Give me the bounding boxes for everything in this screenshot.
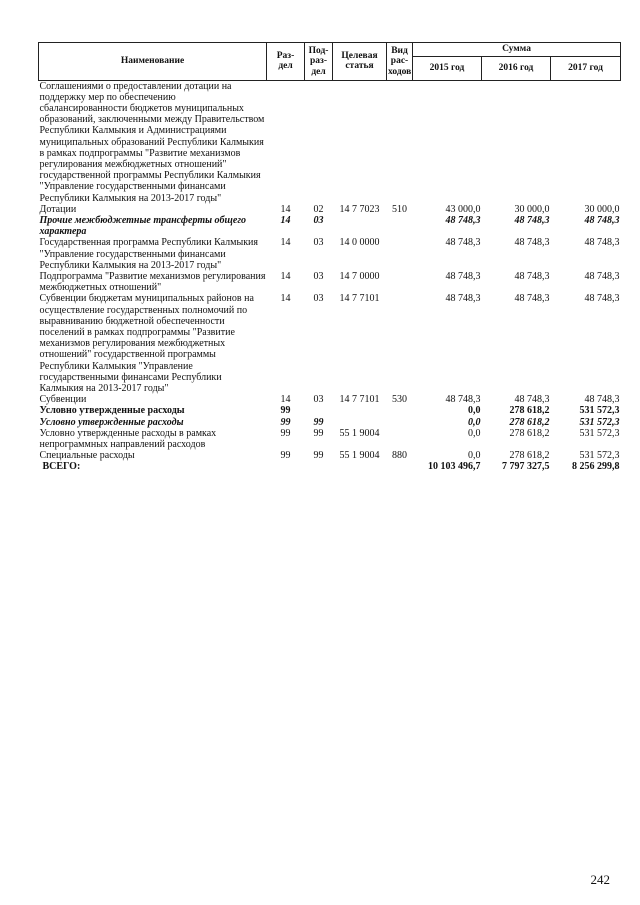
cell-vid-raskhodov: 510 — [392, 203, 407, 215]
cell-tselevaya-statya: 14 7 7101 — [339, 293, 380, 305]
cell-sum-2016: 278 618,2 — [509, 450, 550, 462]
cell-sum-2016: 48 748,3 — [514, 237, 550, 249]
cell-name: Дотации — [39, 203, 77, 215]
cell-tselevaya-statya: 14 7 0000 — [339, 270, 380, 282]
cell-razdel — [267, 80, 305, 204]
cell-sum-2017: 48 748,3 — [584, 237, 620, 249]
cell-tselevaya-statya — [333, 461, 387, 472]
header-tselevaya-statya: Целевая статья — [333, 43, 387, 81]
page-number: 242 — [590, 872, 610, 887]
cell-sum-2015: 48 748,3 — [445, 237, 481, 249]
table-header — [39, 43, 621, 81]
cell-sum-2016: 48 748,3 — [514, 270, 550, 282]
cell-sum-2017: 48 748,3 — [584, 214, 620, 226]
table-row — [39, 428, 621, 450]
cell-name: Субвенции — [39, 394, 87, 406]
cell-vid-raskhodov — [387, 461, 413, 472]
cell-podrazdel: 99 — [313, 427, 324, 439]
cell-vid-raskhodov — [387, 405, 413, 416]
cell-podrazdel — [305, 461, 333, 472]
cell-tselevaya-statya — [333, 215, 387, 237]
cell-sum-2017: 531 572,3 — [579, 427, 620, 439]
cell-tselevaya-statya — [333, 80, 387, 204]
table-row — [39, 215, 621, 237]
cell-vid-raskhodov — [387, 237, 413, 271]
cell-podrazdel: 99 — [313, 450, 324, 462]
cell-sum-2015: 0,0 — [468, 450, 481, 462]
cell-razdel: 14 — [280, 203, 291, 215]
cell-vid-raskhodov — [387, 215, 413, 237]
cell-name: ВСЕГО: — [42, 461, 81, 473]
cell-razdel: 99 — [280, 416, 291, 428]
cell-podrazdel — [305, 80, 333, 204]
cell-name: Специальные расходы — [39, 450, 135, 462]
cell-sum-2015: 0,0 — [468, 416, 481, 428]
cell-razdel — [267, 461, 305, 472]
cell-sum-2017: 531 572,3 — [579, 416, 620, 428]
cell-sum-2017: 30 000,0 — [584, 203, 620, 215]
cell-vid-raskhodov — [387, 428, 413, 450]
cell-razdel: 14 — [280, 394, 291, 406]
table-row — [39, 394, 621, 405]
cell-sum-2016 — [482, 80, 551, 204]
table-row — [39, 450, 621, 461]
cell-tselevaya-statya: 14 7 7101 — [339, 394, 380, 406]
table-row — [39, 461, 621, 472]
cell-vid-raskhodov — [387, 80, 413, 204]
cell-vid-raskhodov — [387, 293, 413, 394]
cell-podrazdel: 02 — [313, 203, 324, 215]
cell-razdel: 14 — [280, 270, 291, 282]
cell-sum-2015: 48 748,3 — [445, 270, 481, 282]
cell-vid-raskhodov — [387, 417, 413, 428]
cell-sum-2015: 48 748,3 — [445, 214, 481, 226]
cell-sum-2016: 278 618,2 — [509, 416, 550, 428]
cell-name: Условно утвержденные расходы — [39, 416, 184, 428]
cell-tselevaya-statya — [333, 405, 387, 416]
cell-tselevaya-statya: 14 7 7023 — [339, 203, 380, 215]
header-year-2016: 2016 год — [482, 56, 551, 80]
cell-razdel: 99 — [280, 427, 291, 439]
header-podrazdel: Под- раз- дел — [305, 43, 333, 81]
cell-tselevaya-statya: 55 1 9004 — [339, 427, 380, 439]
cell-tselevaya-statya — [333, 417, 387, 428]
header-razdel: Раз- дел — [267, 43, 305, 81]
cell-sum-2016: 48 748,3 — [514, 394, 550, 406]
cell-sum-2017: 48 748,3 — [584, 293, 620, 305]
cell-sum-2016: 48 748,3 — [514, 293, 550, 305]
cell-name: Прочие межбюджетные трансферты общего характера — [39, 214, 247, 238]
cell-podrazdel: 03 — [313, 214, 324, 226]
cell-sum-2015: 10 103 496,7 — [428, 461, 481, 473]
cell-sum-2017 — [551, 80, 621, 204]
header-vid-raskhodov: Вид рас- ходов — [387, 43, 413, 81]
table-row — [39, 405, 621, 416]
cell-name: Субвенции бюджетам муниципальных районов на осуществление государственных полномочий по выравниванию бюджетной обеспеченности поселений в рамках подпрограммы "Развитие механизмов регулирования межбюджетных отношений" государственной программы Республики Калмыкия "Управление государственными финансами Республики Калмыкия на 2013-2017 годы" — [39, 293, 254, 394]
cell-vid-raskhodov: 880 — [392, 450, 407, 462]
table-row — [39, 293, 621, 394]
cell-sum-2015: 48 748,3 — [445, 293, 481, 305]
cell-name: Условно утвержденные расходы — [39, 405, 185, 417]
cell-sum-2016: 278 618,2 — [509, 427, 550, 439]
table-row — [39, 237, 621, 271]
cell-podrazdel: 99 — [313, 416, 324, 428]
cell-sum-2017: 48 748,3 — [584, 394, 620, 406]
cell-sum-2015 — [413, 80, 482, 204]
cell-vid-raskhodov: 530 — [392, 394, 407, 406]
cell-sum-2017: 48 748,3 — [584, 270, 620, 282]
header-year-2015: 2015 год — [413, 56, 482, 80]
cell-podrazdel: 03 — [313, 270, 324, 282]
cell-razdel: 14 — [280, 214, 291, 226]
cell-name: Государственная программа Республики Калмыкия "Управление государственными финансами Республики Калмыкия на 2013-2017 годы" — [39, 237, 259, 271]
cell-sum-2016: 7 797 327,5 — [502, 461, 550, 473]
cell-sum-2015: 43 000,0 — [445, 203, 481, 215]
cell-vid-raskhodov — [387, 271, 413, 293]
budget-table — [38, 42, 621, 473]
cell-razdel: 99 — [280, 405, 291, 417]
table-row — [39, 80, 621, 204]
cell-razdel: 99 — [280, 450, 291, 462]
cell-podrazdel: 03 — [313, 293, 324, 305]
cell-podrazdel: 03 — [313, 237, 324, 249]
cell-sum-2016: 278 618,2 — [509, 405, 550, 417]
cell-name: Условно утвержденные расходы в рамках непрограммных направлений расходов — [39, 427, 217, 450]
cell-sum-2016: 30 000,0 — [514, 203, 550, 215]
cell-razdel: 14 — [280, 293, 291, 305]
header-summa: Сумма — [413, 43, 621, 57]
cell-razdel: 14 — [280, 237, 291, 249]
header-year-2017: 2017 год — [551, 56, 621, 80]
cell-sum-2015: 0,0 — [468, 427, 481, 439]
cell-sum-2016: 48 748,3 — [514, 214, 550, 226]
cell-sum-2017: 8 256 299,8 — [572, 461, 620, 473]
cell-name: Подпрограмма "Развитие механизмов регулирования межбюджетных отношений" — [39, 270, 266, 294]
cell-tselevaya-statya: 14 0 0000 — [339, 237, 380, 249]
cell-sum-2017: 531 572,3 — [579, 450, 620, 462]
cell-sum-2017: 531 572,3 — [579, 405, 620, 417]
cell-tselevaya-statya: 55 1 9004 — [339, 450, 380, 462]
cell-sum-2015: 48 748,3 — [445, 394, 481, 406]
cell-sum-2015: 0,0 — [468, 405, 481, 417]
cell-name: Соглашениями о предоставлении дотации на поддержку мер по обеспечению сбалансированности бюджетов муниципальных образований, заключенными между Правительством Республики Калмыкия и Администрациями муниципальных образований Республики Калмыкия в рамках подпрограммы "Развитие механизмов регулирования межбюджетных отношений" государственной программы Республики Калмыкия "Управление государственными финансами Республики Калмыкия на 2013-2017 годы" — [39, 80, 265, 204]
table-row — [39, 271, 621, 293]
cell-podrazdel — [305, 405, 333, 416]
header-name: Наименование — [39, 43, 267, 81]
table-row — [39, 417, 621, 428]
cell-podrazdel: 03 — [313, 394, 324, 406]
table-body — [39, 80, 621, 473]
table-row — [39, 204, 621, 215]
